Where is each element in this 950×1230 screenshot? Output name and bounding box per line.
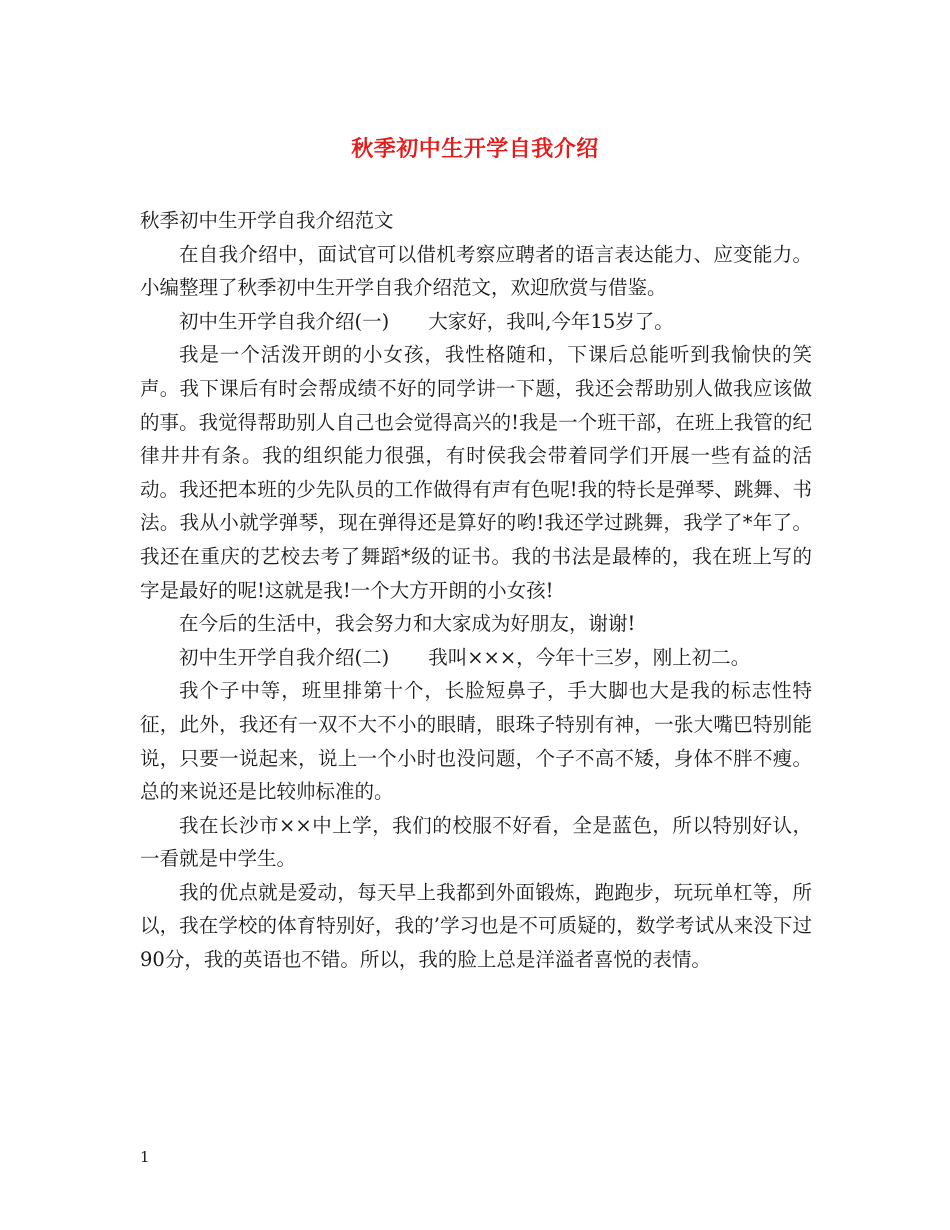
document-title: 秋季初中生开学自我介绍 [351, 136, 599, 162]
document-body [140, 204, 812, 977]
paragraph-section-two-strengths: 我的优点就是爱动，每天早上我都到外面锻炼，跑跑步，玩玩单杠等，所以，我在学校的体育特别好，我的’学习也是不可质疑的，数学考试从来没下过90分，我的英语也不错。所以，我的脸上总是洋溢者喜悦的表情。 [140, 880, 812, 972]
paragraph-section-one-closing: 在今后的生活中，我会努力和大家成为好朋友，谢谢! [179, 612, 636, 636]
paragraph-intro: 在自我介绍中，面试官可以借机考察应聘者的语言表达能力、应变能力。小编整理了秋季初中生开学自我介绍范文，欢迎欣赏与借鉴。 [140, 242, 812, 300]
paragraph-section-two-heading: 初中生开学自我介绍(二) 我叫×××，今年十三岁，刚上初二。 [179, 645, 751, 669]
paragraph-section-two-appearance: 我个子中等，班里排第十个，长脸短鼻子，手大脚也大是我的标志性特征，此外，我还有一双不大不小的眼睛，眼珠子特别有神，一张大嘴巴特别能说，只要一说起来，说上一个小时也没问题，个子不高不矮，身体不胖不瘦。总的来说还是比较帅标准的。 [140, 679, 812, 804]
page-number: 1 [140, 1148, 150, 1166]
paragraph-section-one-heading: 初中生开学自我介绍(一) 大家好，我叫,今年15岁了。 [179, 309, 674, 333]
paragraph-section-two-school: 我在长沙市××中上学，我们的校服不好看，全是蓝色，所以特别好认，一看就是中学生。 [140, 813, 812, 871]
paragraph-section-one-body: 我是一个活泼开朗的小女孩，我性格随和，下课后总能听到我愉快的笑声。我下课后有时会帮成绩不好的同学讲一下题，我还会帮助别人做我应该做的事。我觉得帮助别人自己也会觉得高兴的!我是一个班干部，在班上我管的纪律井井有条。我的组织能力很强，有时侯我会带着同学们开展一些有益的活动。我还把本班的少先队员的工作做得有声有色呢!我的特长是弹琴、跳舞、书法。我从小就学弹琴，现在弹得还是算好的哟!我还学过跳舞，我学了*年了。我还在重庆的艺校去考了舞蹈*级的证书。我的书法是最棒的，我在班上写的字是最好的呢!这就是我!一个大方开朗的小女孩! [140, 343, 812, 602]
paragraph-subtitle: 秋季初中生开学自我介绍范文 [140, 209, 394, 232]
